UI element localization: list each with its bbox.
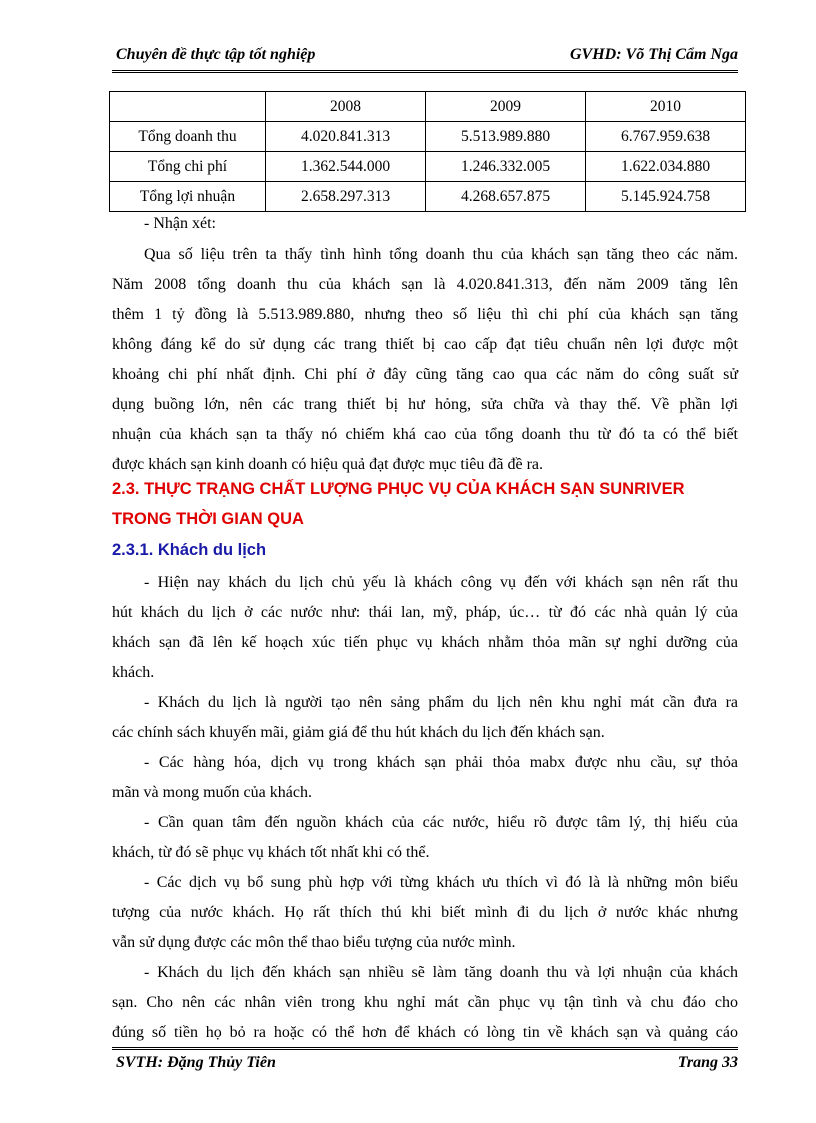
bullet-line: tượng của nước khách. Họ rất thích thú khi biết mình đi du lịch ở nước khác nhưng — [112, 904, 738, 921]
subsection-heading: 2.3.1. Khách du lịch — [112, 541, 267, 559]
row-label: Tổng chi phí — [110, 152, 266, 182]
bullet-line: vẫn sử dụng được các môn thể thao biểu tượng của nước mình. — [112, 934, 516, 951]
page-header — [112, 40, 738, 73]
table-cell: 5.513.989.880 — [426, 122, 586, 152]
bullet-line: đúng số tiền họ bỏ ra hoặc có thể hơn để khách có lòng tin về khách sạn và quảng cáo — [112, 1024, 738, 1041]
bullet-line: - Khách du lịch đến khách sạn nhiều sẽ làm tăng doanh thu và lợi nhuận của khách — [144, 964, 738, 981]
section-heading: 2.3. THỰC TRẠNG CHẤT LƯỢNG PHỤC VỤ CỦA KHÁCH SẠN SUNRIVER — [112, 480, 685, 498]
table-header-cell: 2009 — [426, 92, 586, 122]
table-cell: 5.145.924.758 — [586, 182, 746, 212]
table-header-row — [110, 92, 746, 122]
bullet-line: - Cần quan tâm đến nguồn khách của các nước, hiểu rõ được tâm lý, thị hiếu của — [144, 814, 738, 831]
paragraph-line: khoảng chi phí nhất định. Chi phí ở đây cũng tăng cao qua các năm do công suất sử — [112, 366, 738, 383]
table-cell: 4.020.841.313 — [266, 122, 426, 152]
bullet-line: khách, từ đó sẽ phục vụ khách tốt nhất khi có thể. — [112, 844, 430, 861]
paragraph-line: Qua số liệu trên ta thấy tình hình tổng doanh thu của khách sạn tăng theo các năm. — [144, 246, 738, 263]
table-cell: 1.622.034.880 — [586, 152, 746, 182]
section-heading: TRONG THỜI GIAN QUA — [112, 510, 304, 528]
header-title: Chuyên đề thực tập tốt nghiệp — [116, 46, 316, 63]
bullet-line: - Hiện nay khách du lịch chủ yếu là khách công vụ đến với khách sạn nên rất thu — [144, 574, 738, 591]
paragraph-line: thêm 1 tỷ đồng là 5.513.989.880, nhưng theo số liệu thì chi phí của khách sạn tăng — [112, 306, 738, 323]
bullet-line: khách. — [112, 664, 155, 681]
header-instructor: GVHD: Võ Thị Cẩm Nga — [569, 46, 738, 63]
table-cell: 2.658.297.313 — [266, 182, 426, 212]
table-cell: 4.268.657.875 — [426, 182, 586, 212]
row-label: Tổng lợi nhuận — [110, 182, 266, 212]
page-footer — [112, 1047, 738, 1078]
bullet-line: các chính sách khuyến mãi, giảm giá để thu hút khách du lịch đến khách sạn. — [112, 724, 605, 741]
bullet-line: - Khách du lịch là người tạo nên sảng phẩm du lịch nên khu nghỉ mát cần đưa ra — [144, 694, 738, 711]
table-cell: 1.362.544.000 — [266, 152, 426, 182]
revenue-table — [109, 91, 746, 212]
remark-label: - Nhận xét: — [144, 215, 216, 232]
table-row — [110, 122, 746, 152]
bullet-line: sạn. Cho nên các nhân viên trong khu nghỉ mát cần phục vụ tận tình và chu đáo cho — [112, 994, 738, 1011]
bullet-line: mãn và mong muốn của khách. — [112, 784, 312, 801]
paragraph-line: được khách sạn kinh doanh có hiệu quả đạt được mục tiêu đã đề ra. — [112, 456, 544, 473]
bullet-line: - Các hàng hóa, dịch vụ trong khách sạn phải thỏa mabx được nhu cầu, sự thỏa — [144, 754, 738, 771]
footer-student: SVTH: Đặng Thủy Tiên — [116, 1054, 276, 1071]
table-row — [110, 182, 746, 212]
bullet-line: khách sạn đã lên kế hoạch xúc tiến phục vụ khách nhằm thỏa mãn sự nghỉ dưỡng của — [112, 634, 738, 651]
page-number: Trang 33 — [677, 1054, 738, 1071]
table-cell: 6.767.959.638 — [586, 122, 746, 152]
paragraph-line: không đáng kể do sử dụng các trang thiết bị cao cấp đạt tiêu chuẩn nên lợi được một — [112, 336, 738, 353]
table-header-cell: 2008 — [266, 92, 426, 122]
table-header-cell — [110, 92, 266, 122]
bullet-line: hút khách du lịch ở các nước như: thái lan, mỹ, pháp, úc… từ đó các nhà quản lý của — [112, 604, 738, 621]
table-header-cell: 2010 — [586, 92, 746, 122]
table-row — [110, 152, 746, 182]
table-cell: 1.246.332.005 — [426, 152, 586, 182]
paragraph-line: dụng buồng lớn, nên các trang thiết bị hư hỏng, sửa chữa và thay thế. Về phần lợi — [112, 396, 738, 413]
row-label: Tổng doanh thu — [110, 122, 266, 152]
bullet-line: - Các dịch vụ bổ sung phù hợp với từng khách ưu thích vì đó là là những môn biểu — [144, 874, 738, 891]
paragraph-line: nhuận của khách sạn ta thấy nó chiếm khá cao của tổng doanh thu từ đó ta có thể biết — [112, 426, 738, 443]
paragraph-line: Năm 2008 tổng doanh thu của khách sạn là 4.020.841.313, đến năm 2009 tăng lên — [112, 276, 738, 293]
